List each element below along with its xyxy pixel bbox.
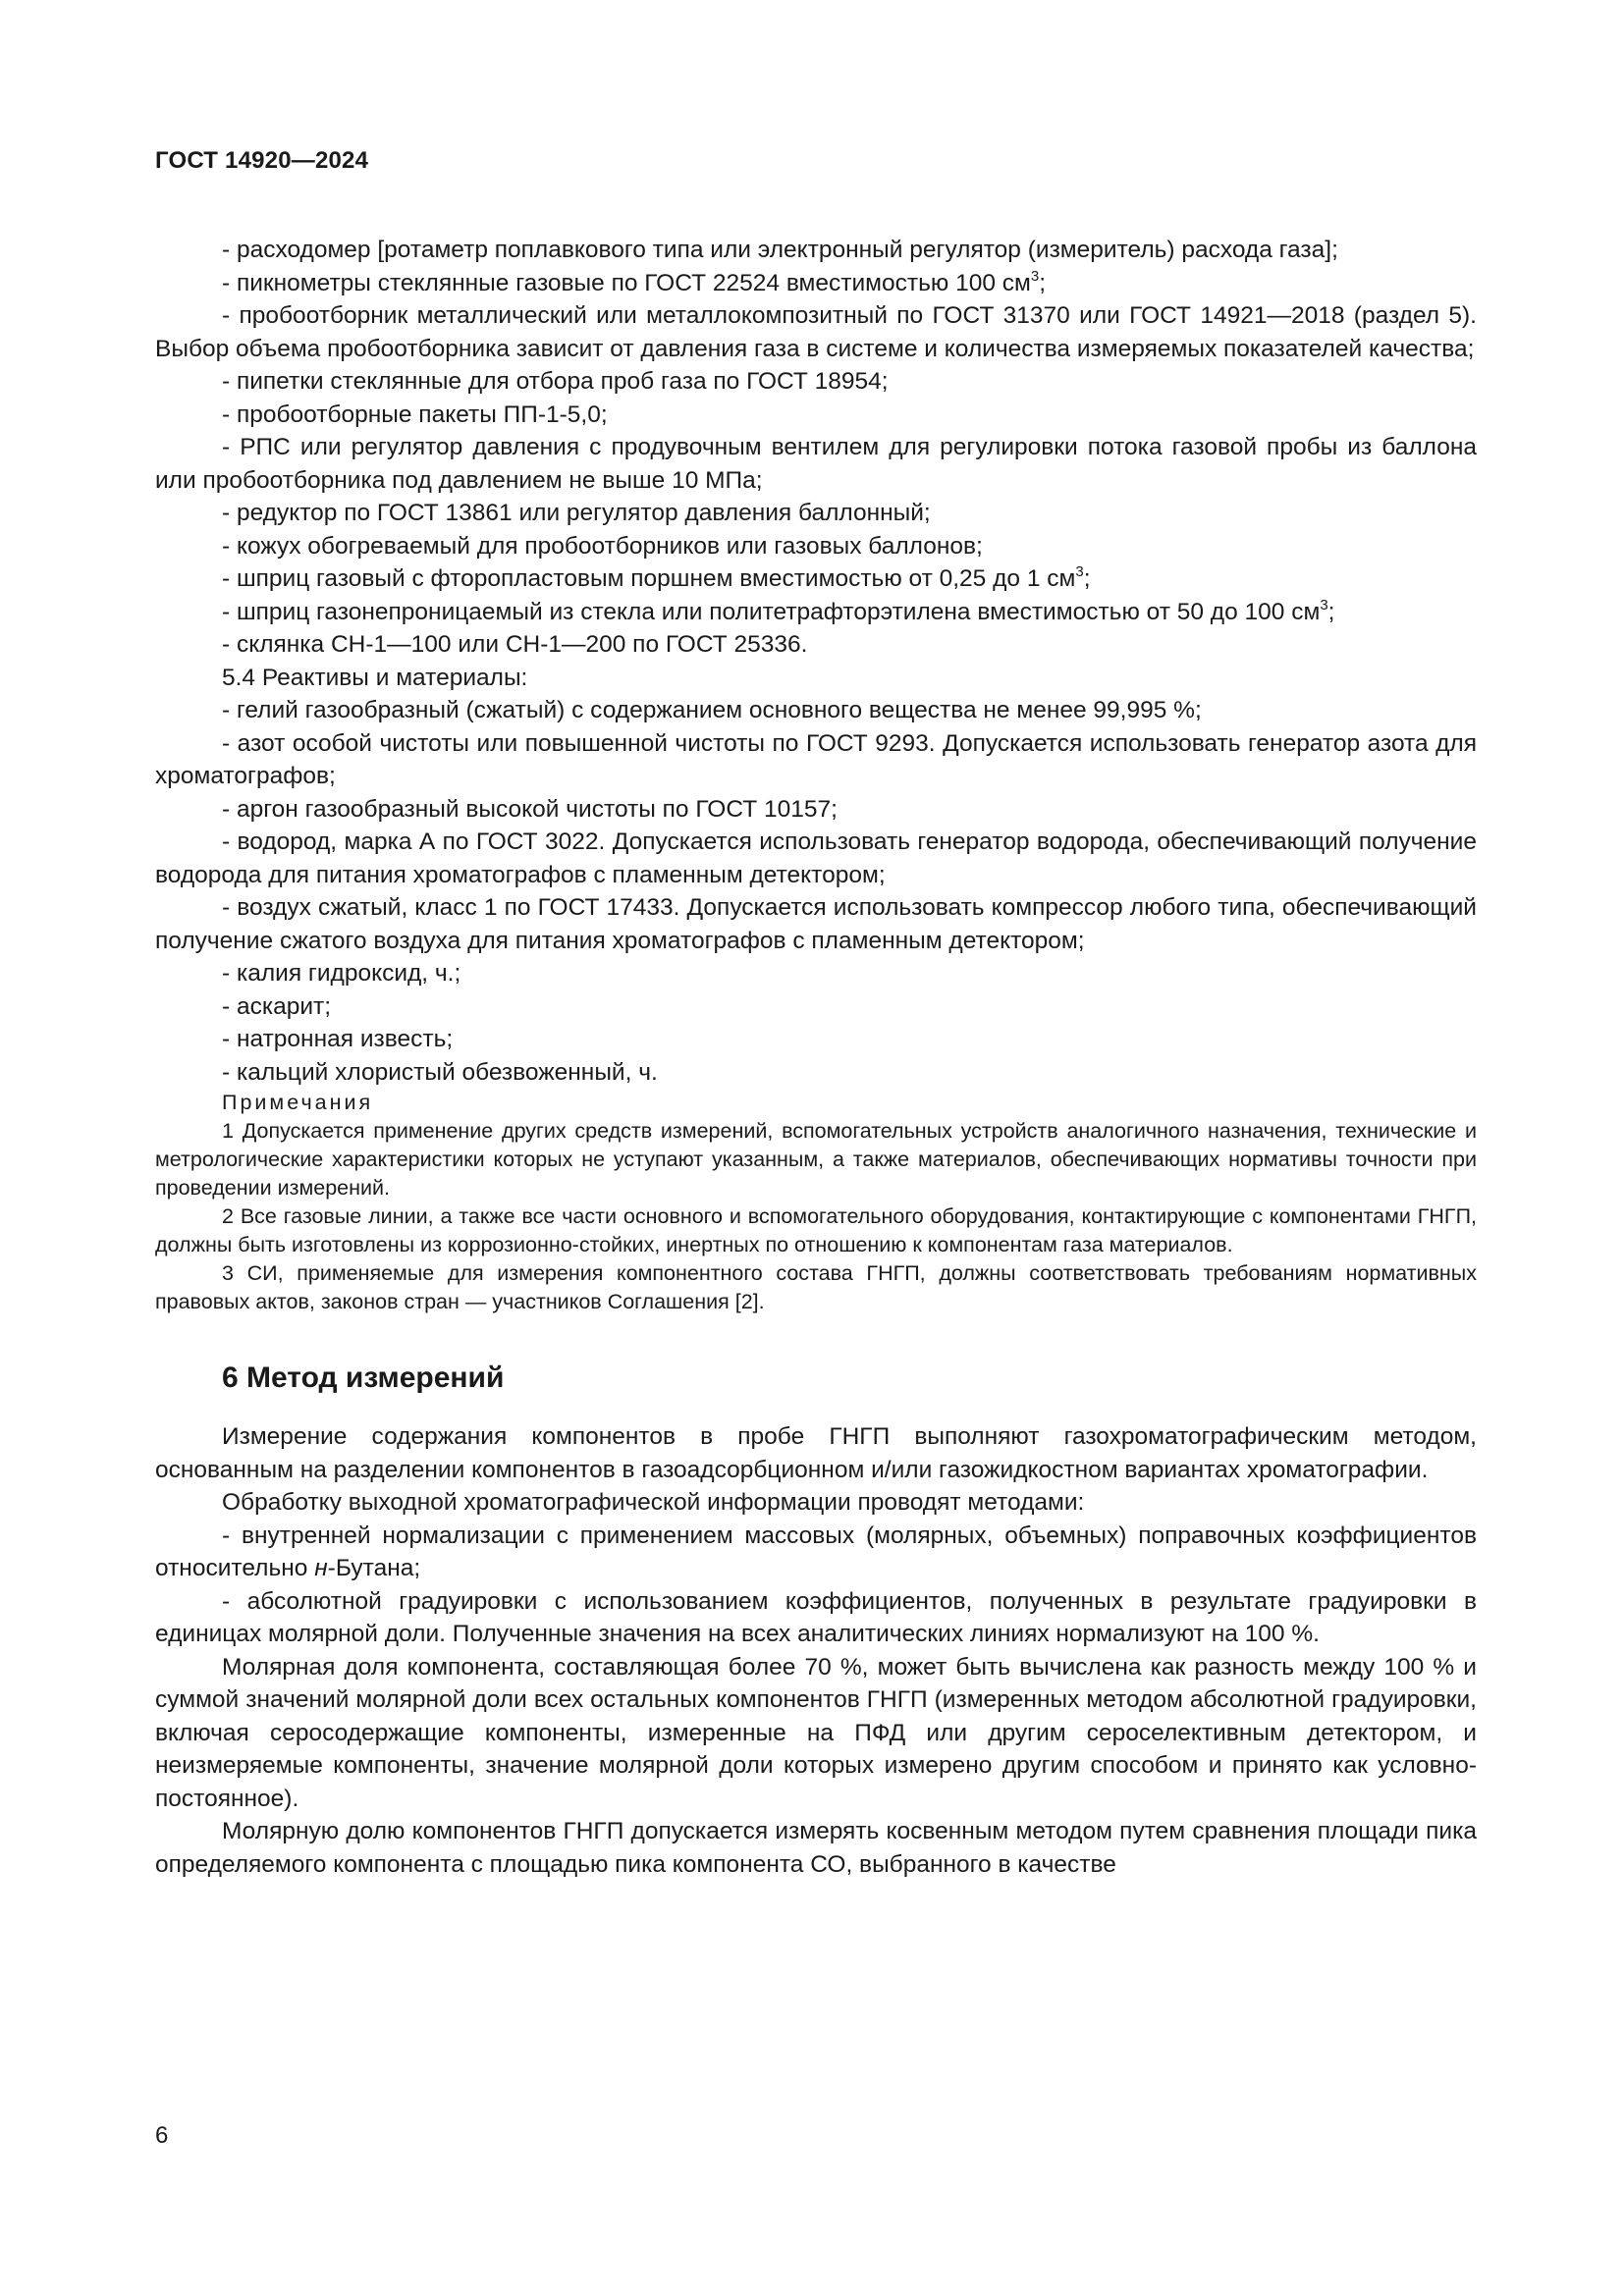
list-item: - аргон газообразный высокой чистоты по ГОСТ 10157;: [222, 795, 838, 823]
list-item: - пробоотборные пакеты ПП-1-5,0;: [222, 400, 608, 428]
page-number: 6: [155, 2122, 169, 2149]
note-item: 1 Допускается применение других средств измерений, вспомогательных устройств аналогичного назначения, технические и метрологические характеристики которых не уступают указанным, а также материалов, обеспечивающих нормативы точности при проведении измерений.: [155, 1119, 1477, 1200]
list-item: - воздух сжатый, класс 1 по ГОСТ 17433. Допускается использовать компрессор любого типа, обеспечивающий получение сжатого воздуха для питания хроматографов с пламенным детектором;: [155, 894, 1477, 954]
list-item: - водород, марка А по ГОСТ 3022. Допускается использовать генератор водорода, обеспечивающий получение водорода для питания хроматографов с пламенным детектором;: [155, 828, 1477, 888]
list-item: - расходомер [ротаметр поплавкового типа или электронный регулятор (измеритель) расхода газа];: [222, 237, 1338, 263]
paragraph: Измерение содержания компонентов в пробе ГНГП выполняют газохроматографическим методом, основанным на разделении компонентов в газоадсорбционном и/или газожидкостном вариантах хроматографии.: [155, 1423, 1477, 1483]
paragraph: Обработку выходной хроматографической информации проводят методами:: [222, 1489, 1085, 1516]
list-item: - пипетки стеклянные для отбора проб газа по ГОСТ 18954;: [222, 368, 889, 395]
list-item: - азот особой чистоты или повышенной чистоты по ГОСТ 9293. Допускается использовать генератор азота для хроматографов;: [155, 729, 1477, 789]
document-page: [155, 147, 1477, 1881]
list-item: - шприц газовый с фторопластовым поршнем вместимостью от 0,25 до 1 $см^3$;: [222, 563, 1091, 592]
list-item: - кальций хлористый обезвоженный, ч.: [222, 1058, 658, 1086]
paragraph: Молярную долю компонентов ГНГП допускается измерять косвенным методом путем сравнения площади пика определяемого компонента с площадью пика компонента СО, выбранного в качестве: [155, 1818, 1477, 1878]
paragraph: - внутренней нормализации с применением массовых (молярных, объемных) поправочных коэффициентов относительно н-Бутана;: [155, 1522, 1477, 1581]
list-item: - аскарит;: [222, 992, 332, 1020]
note-item: 3 СИ, применяемые для измерения компонентного состава ГНГП, должны соответствовать требованиям нормативных правовых актов, законов стран — участников Соглашения [2].: [155, 1261, 1477, 1313]
list-item: - натронная известь;: [222, 1026, 454, 1052]
list-item: - гелий газообразный (сжатый) с содержанием основного вещества не менее 99,995 %;: [222, 697, 1202, 723]
list-item: - шприц газонепроницаемый из стекла или политетрафторэтилена вместимостью от 50 до 100 $см^3$;: [222, 596, 1335, 625]
section-heading: 6 Метод измерений: [222, 1362, 505, 1394]
list-item: - пикнометры стеклянные газовые по ГОСТ 22524 вместимостью 100 $см^3$;: [222, 267, 1047, 296]
document-header: ГОСТ 14920—2024: [155, 147, 369, 174]
list-item: - пробоотборник металлический или металлокомпозитный по ГОСТ 31370 или ГОСТ 14921—2018 (раздел 5). Выбор объема пробоотборника зависит от давления газа в системе и количества измеряемых показателей качества;: [155, 302, 1477, 362]
paragraph: Молярная доля компонента, составляющая более 70 %, может быть вычислена как разность между 100 % и суммой значений молярной доли всех остальных компонентов ГНГП (измеренных методом абсолютной градуировки, включая серосодержащие компоненты, измеренные на ПФД или другим сероселективным детектором, и неизмеряемые компоненты, значение молярной доли которых измерено другим способом и принято как условно-постоянное).: [155, 1653, 1477, 1812]
section-body: [155, 1420, 1477, 1881]
reagents-title: 5.4 Реактивы и материалы:: [222, 664, 528, 691]
paragraph: - абсолютной градуировки с использованием коэффициентов, полученных в результате градуировки в единицах молярной доли. Полученные значения на всех аналитических линиях нормализуют на 100 %.: [155, 1587, 1477, 1647]
list-item: - РПС или регулятор давления с продувочным вентилем для регулировки потока газовой пробы из баллона или пробоотборника под давлением не выше 10 МПа;: [155, 434, 1477, 494]
list-item: - кожух обогреваемый для пробоотборников или газовых баллонов;: [222, 532, 983, 560]
notes-block: [155, 1089, 1477, 1316]
note-item: 2 Все газовые линии, а также все части основного и вспомогательного оборудования, контактирующие с компонентами ГНГП, должны быть изготовлены из коррозионно-стойких, инертных по отношению к компонентам газа материалов.: [155, 1204, 1477, 1256]
reagents-list: [155, 694, 1477, 1089]
list-item: - калия гидроксид, ч.;: [222, 960, 461, 987]
list-item: - склянка СН-1—100 или СН-1—200 по ГОСТ 25336.: [222, 631, 808, 658]
list-item: - редуктор по ГОСТ 13861 или регулятор давления баллонный;: [222, 500, 931, 526]
equipment-list: [155, 234, 1477, 662]
notes-title: Примечания: [222, 1091, 374, 1114]
